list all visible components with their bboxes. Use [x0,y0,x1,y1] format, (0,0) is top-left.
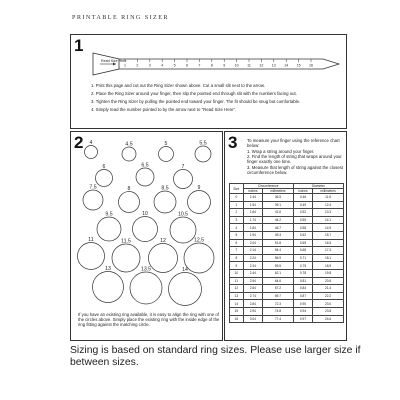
ring-circle-label: 13.5 [140,266,152,273]
table-cell: 44.2 [263,216,294,224]
table-cell: 18.1 [313,254,344,262]
table-cell: 3 [230,216,244,224]
table-cell: 1.54 [243,201,262,209]
table-row [230,231,344,239]
ring-circle [122,147,136,161]
ring-sizer-strip [91,49,343,79]
table-cell: 22.2 [313,292,344,300]
subheader-circ-inches: inches [243,189,262,194]
table-cell: 1.74 [243,216,262,224]
ring-circle [159,147,174,162]
ring-circle [119,192,140,213]
table-cell: 11.6 [313,194,344,202]
table-cell: 0.84 [293,285,312,293]
ring-circle-label: 9 [197,185,201,191]
table-cell: 6 [230,239,244,247]
subheader-diam-inches: inches [293,189,312,194]
scale-tick-label: 3 [148,63,151,68]
scale-tick-label: 11 [247,63,251,68]
table-cell: 0 [230,194,244,202]
table-cell: 0.90 [293,300,312,308]
ring-circle [85,146,98,159]
sizing-footer-note: Sizing is based on standard ring sizes. Please use larger size if between sizes. [70,345,361,369]
table-cell: 39.1 [263,201,294,209]
table-row [230,209,344,217]
panel-paper-sizer [70,34,347,129]
measure-step-1: 1. Wrap a string around your finger. [247,149,315,154]
measure-step-3: 3. Measure that length of string against the closest circumference below. [247,164,344,175]
table-cell: 0.52 [293,209,312,217]
sizer-instructions [91,83,341,115]
table-cell: 10 [230,269,244,277]
document-title: PRINTABLE RING SIZER [72,14,169,21]
table-cell: 77.4 [263,315,294,323]
table-cell: 0.87 [293,292,312,300]
measure-step-2: 2. Find the length of string that wraps around your finger exactly one time. [247,154,342,165]
table-cell: 0.68 [293,247,312,255]
header-diameter: Diameter [293,184,343,189]
table-cell: 5 [230,231,244,239]
scale-tick-label: 10 [234,63,239,68]
table-cell: 74.8 [263,307,294,315]
table-row [230,292,344,300]
table-cell: 49.3 [263,231,294,239]
scale-tick-label: 16 [309,63,313,68]
table-cell: 15 [230,307,244,315]
table-cell: 16 [230,315,244,323]
ring-circle [112,244,140,272]
ring-circle [154,191,176,213]
table-cell: 72.3 [263,300,294,308]
table-cell: 0.94 [293,307,312,315]
table-cell: 56.9 [263,254,294,262]
table-cell: 16.5 [313,239,344,247]
ring-circle-label: 7 [181,164,185,170]
table-row [230,285,344,293]
step-number-1: 1 [74,36,84,55]
table-cell: 1 [230,201,244,209]
panel-size-chart [224,131,347,341]
ring-circles-chart [71,132,224,312]
table-cell: 23.8 [313,307,344,315]
ring-circle-label: 5.5 [199,140,207,147]
table-cell: 2.94 [243,307,262,315]
table-cell: 0.78 [293,269,312,277]
table-cell: 2.34 [243,262,262,270]
table-cell: 3.04 [243,315,262,323]
ring-circle [97,217,121,241]
table-cell: 14.9 [313,224,344,232]
header-circumference: Circumference [243,184,293,189]
ring-circle-label: 4.5 [125,141,133,148]
ring-circle [133,217,158,242]
ring-circle-label: 5 [164,141,168,147]
ring-circle [174,170,193,189]
ring-circle-label: 10.5 [177,211,189,218]
table-cell: 0.58 [293,224,312,232]
ring-circle [169,273,202,306]
table-row [230,239,344,247]
table-cell: 2.04 [243,239,262,247]
ring-circle-label: 12.5 [193,237,205,244]
table-cell: 24.6 [313,315,344,323]
ring-size-table [229,183,344,323]
scale-tick-label: 12 [259,63,264,68]
table-cell: 59.5 [263,262,294,270]
instruction-1: 1. Print this page and cut out the Ring Sizer shown above. Cut a small slit next to the arrow. [91,83,265,88]
measure-steps [247,149,345,175]
ring-circle-label: 12 [160,238,166,244]
table-cell: 2.74 [243,292,262,300]
table-cell: 0.71 [293,254,312,262]
table-cell: 14 [230,300,244,308]
table-cell: 0.97 [293,315,312,323]
ring-circle [136,168,154,186]
table-cell: 51.8 [263,239,294,247]
table-row [230,216,344,224]
panel-ring-circles [70,131,223,341]
table-cell: 2.54 [243,277,262,285]
table-cell: 18.9 [313,262,344,270]
step-number-2: 2 [74,133,84,152]
ring-circle [78,243,105,270]
table-cell: 62.1 [263,269,294,277]
instruction-3: 3. Tighten the Ring Sizer by pulling the pointed end toward your finger. The fit should be snug but comfortable. [91,99,301,104]
table-cell: 0.75 [293,262,312,270]
scale-tick-label: 13 [271,63,276,68]
table-cell: 20.6 [313,277,344,285]
table-cell: 1.84 [243,224,262,232]
table-cell: 13 [230,292,244,300]
table-row [230,277,344,285]
table-row [230,269,344,277]
table-cell: 15.7 [313,231,344,239]
table-cell: 64.6 [263,277,294,285]
table-row [230,247,344,255]
table-cell: 19.8 [313,269,344,277]
measure-intro: To measure your finger using the reference chart below: [247,138,340,149]
table-cell: 2 [230,209,244,217]
table-cell: 0.65 [293,239,312,247]
table-row [230,201,344,209]
ring-circle [170,217,196,243]
table-cell: 0.81 [293,277,312,285]
sizer-scale-ticks [124,59,313,68]
table-cell: 12 [230,285,244,293]
ring-circle [184,243,214,273]
table-row [230,194,344,202]
read-size-here-label: Read Size Here [101,59,127,63]
instruction-4: 4. Simply read the number pointed to by the arrow next to "Read Size Here". [91,107,237,112]
scale-tick-label: 9 [223,63,226,68]
table-cell: 2.14 [243,247,262,255]
table-cell: 13.3 [313,209,344,217]
table-cell: 0.46 [293,194,312,202]
subheader-diam-mm: millimeters [313,189,344,194]
ring-circle-label: 6 [102,164,106,170]
table-cell: 54.4 [263,247,294,255]
table-row [230,300,344,308]
ring-circle-label: 9.5 [105,211,113,218]
ring-circle-label: 8 [127,186,131,192]
table-cell: 2.44 [243,269,262,277]
table-cell: 1.94 [243,231,262,239]
existing-ring-note: If you have an existing ring available, it is easy to align the ring with one of the circles above. Simply place the existing ring with the inside edge of the ring fitting against the matching circle. [78,312,220,328]
table-cell: 23.0 [313,300,344,308]
ring-circle-label: 14 [182,267,188,273]
table-cell: 17.3 [313,247,344,255]
ring-circle-label: 10 [142,211,148,217]
ring-circle-label: 7.5 [89,184,97,191]
table-cell: 9 [230,262,244,270]
table-cell: 69.7 [263,292,294,300]
table-cell: 21.4 [313,285,344,293]
scale-tick-label: 2 [136,63,139,68]
table-cell: 67.2 [263,285,294,293]
table-cell: 41.6 [263,209,294,217]
table-cell: 2.24 [243,254,262,262]
subheader-circ-mm: millimeters [263,189,294,194]
ring-circle [96,170,113,187]
scale-tick-label: 15 [296,63,301,68]
table-cell: 1.64 [243,209,262,217]
ring-circle [83,190,103,210]
header-size: Size [230,184,244,194]
ring-circle-label: 8.5 [161,185,169,192]
table-row [230,254,344,262]
ring-circle [188,191,211,214]
ring-circle [130,272,162,304]
table-cell: 7 [230,247,244,255]
table-row [230,307,344,315]
table-cell: 46.7 [263,224,294,232]
scale-tick-label: 6 [186,63,188,68]
table-row [230,224,344,232]
ring-circle [195,146,211,162]
scale-tick-label: 8 [210,63,213,68]
table-cell: 0.62 [293,231,312,239]
ring-circle [93,272,124,303]
instruction-2: 2. Place the Ring Sizer around your finger, then slip the pointed end through slit with the numbers facing out. [91,91,297,96]
ring-circle-label: 11.5 [121,238,131,245]
table-row [230,315,344,323]
ring-circle-label: 11 [88,237,94,243]
ring-circle-label: 4 [89,140,93,146]
table-cell: 4 [230,224,244,232]
table-cell: 1.44 [243,194,262,202]
ring-circle [149,244,178,273]
ring-circle-label: 6.5 [141,162,149,169]
scale-tick-label: 14 [284,63,289,68]
ring-circle-label: 13 [105,266,111,272]
table-cell: 0.55 [293,216,312,224]
table-cell: 36.5 [263,194,294,202]
table-cell: 14.1 [313,216,344,224]
scale-tick-label: 1 [124,63,126,68]
table-cell: 2.64 [243,285,262,293]
table-cell: 12.4 [313,201,344,209]
table-cell: 8 [230,254,244,262]
table-cell: 2.84 [243,300,262,308]
step-number-3: 3 [228,133,238,152]
scale-tick-label: 7 [198,63,201,68]
scale-tick-label: 5 [173,63,176,68]
table-cell: 0.49 [293,201,312,209]
table-cell: 11 [230,277,244,285]
table-row [230,262,344,270]
scale-tick-label: 4 [161,63,164,68]
